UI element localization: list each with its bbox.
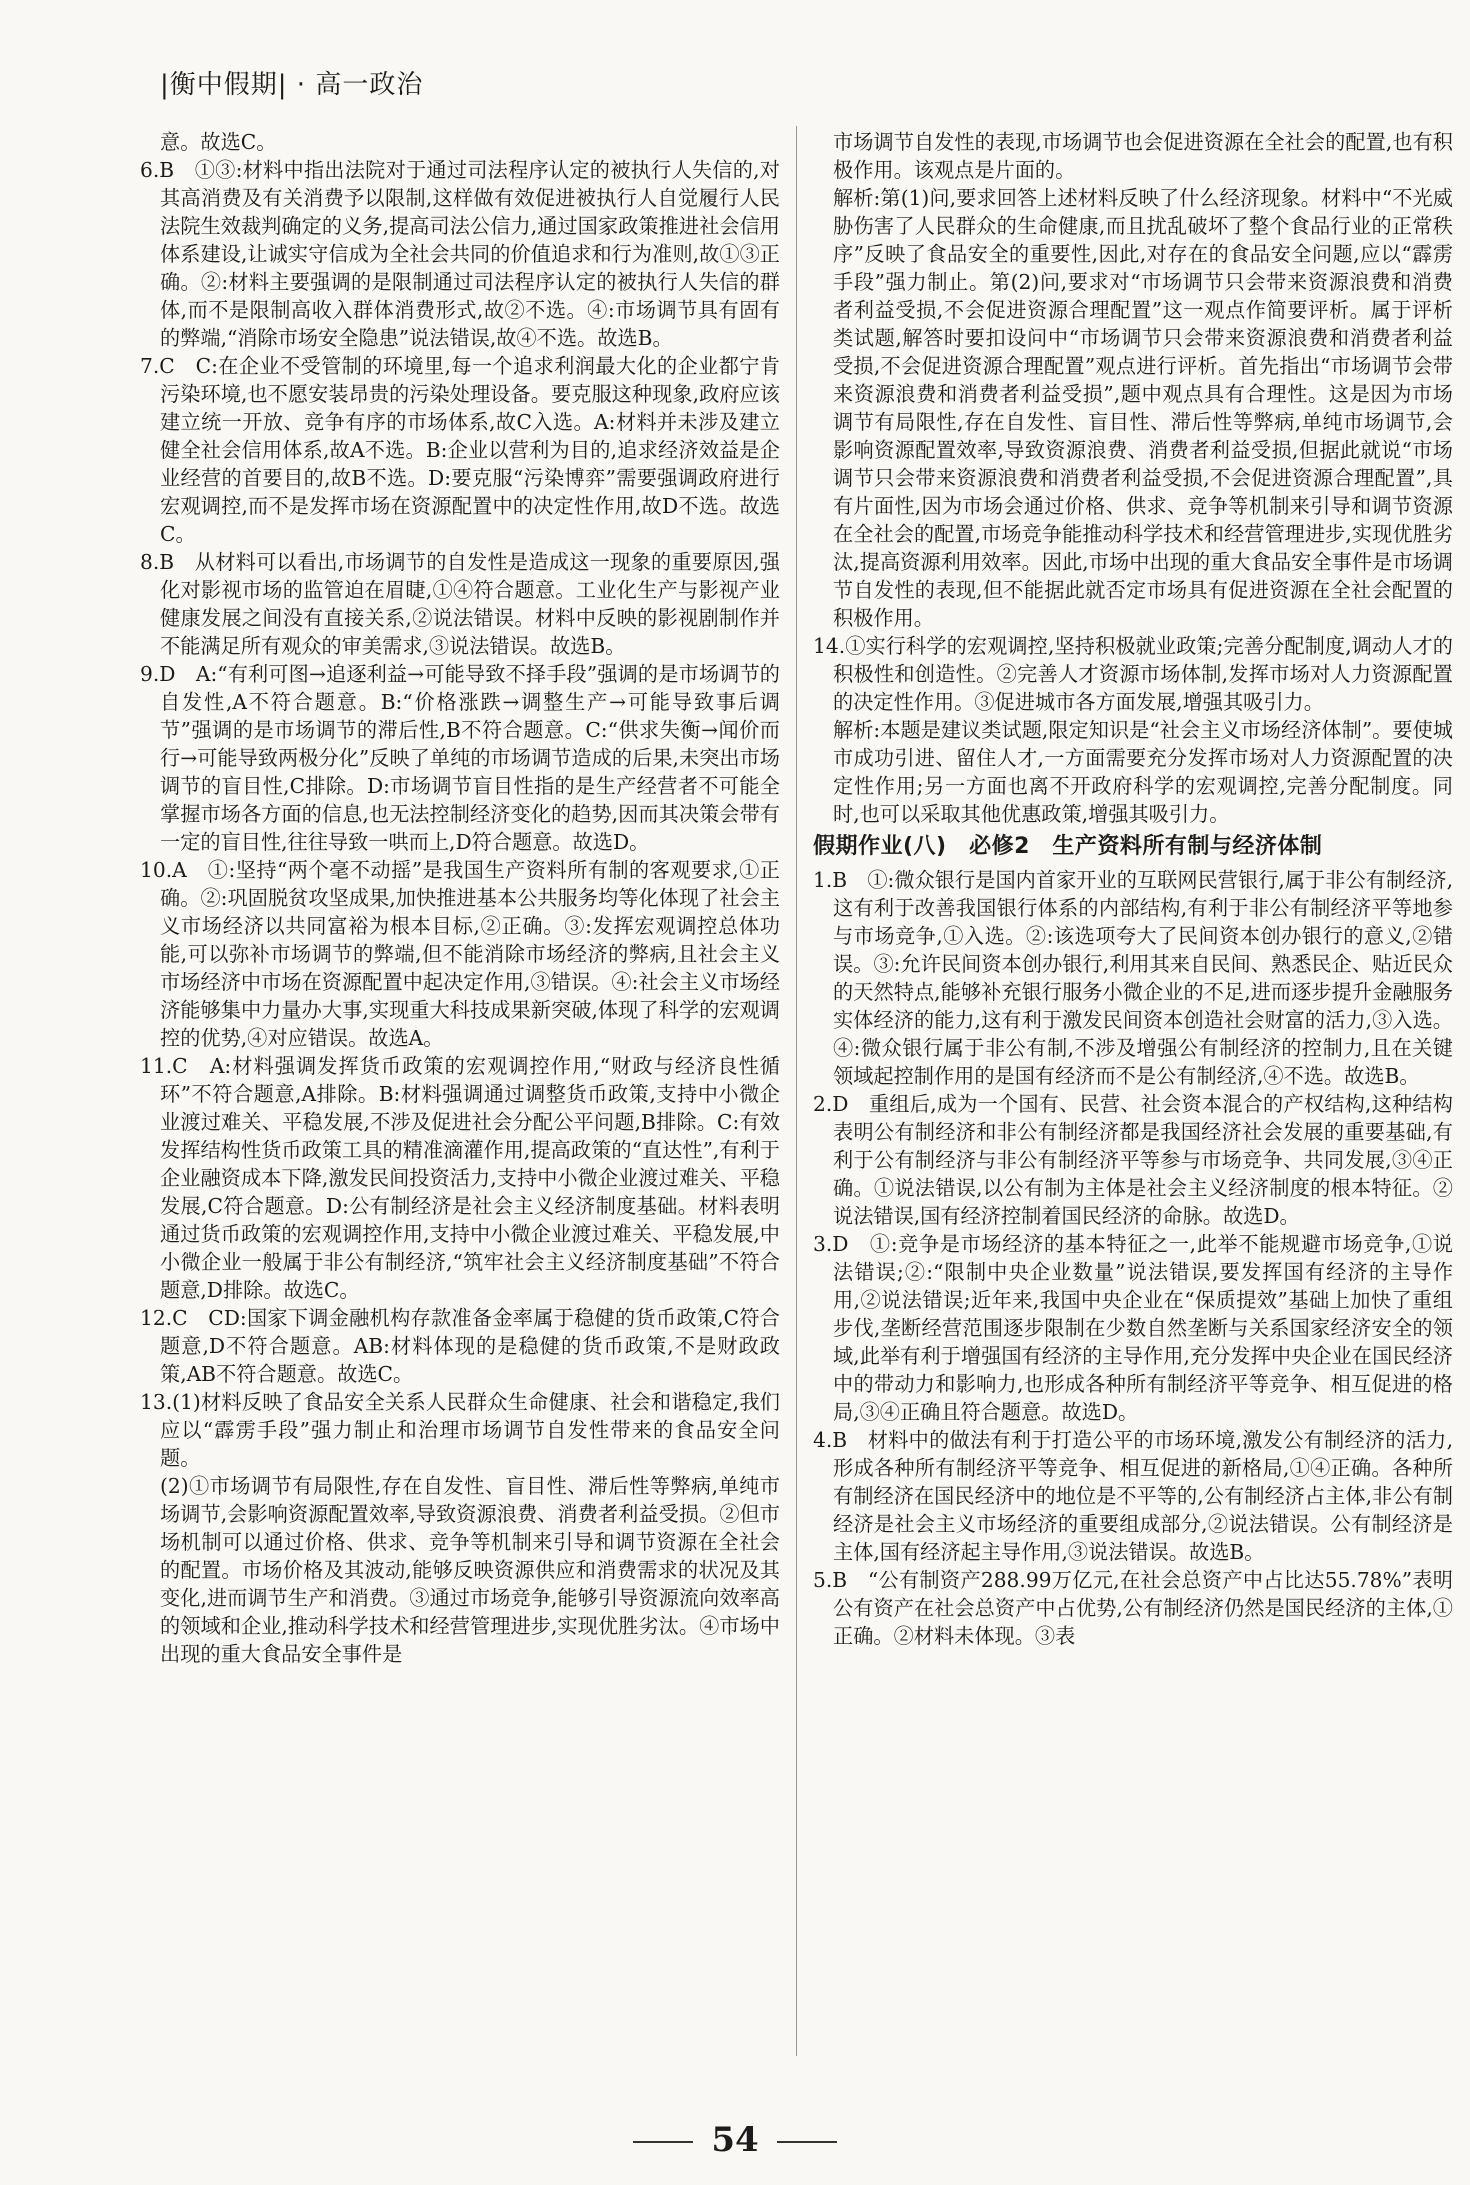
answer-item: 9.D A:“有利可图→追逐利益→可能导致不择手段”强调的是市场调节的自发性,A不符合题意。B:“价格涨跌→调整生产→可能导致事后调节”强调的是市场调节的滞后性,B不符合题意。C:“供求失衡→闻价而行→可能导致两极分化”反映了单纯的市场调节造成的后果,未突出市场调节的盲目性,C排除。D:市场调节盲目性指的是生产经营者不可能全掌握市场各方面的信息,也无法控制经济变化的趋势,因而其决策会带有一定的盲目性,往往导致一哄而上,D符合题意。故选D。 bbox=[140, 662, 780, 854]
answer-item: 5.B “公有制资产288.99万亿元,在社会总资产中占比达55.78%”表明公有资产在社会总资产中占优势,公有制经济仍然是国民经济的主体,①正确。②材料未体现。③表 bbox=[813, 1568, 1453, 1648]
page-header: |衡中假期| · 高一政治 bbox=[160, 70, 424, 100]
answer-item: 2.D 重组后,成为一个国有、民营、社会资本混合的产权结构,这种结构表明公有制经济和非公有制经济都是我国经济社会发展的重要基础,有利于公有制经济与非公有制经济平等参与市场竞争、共同发展,③④正确。①说法错误,以公有制为主体是社会主义经济制度的根本特征。②说法错误,国有经济控制着国民经济的命脉。故选D。 bbox=[813, 1092, 1453, 1228]
answer-item: 市场调节自发性的表现,市场调节也会促进资源在全社会的配置,也有积极作用。该观点是片面的。 bbox=[833, 130, 1453, 182]
footer-dash-left bbox=[633, 2141, 693, 2143]
page-footer bbox=[0, 2120, 1470, 2160]
answer-item: 4.B 材料中的做法有利于打造公平的市场环境,激发公有制经济的活力,形成各种所有制经济平等竞争、相互促进的新格局,①④正确。各种所有制经济在国民经济中的地位是不平等的,公有制经济占主体,非公有制经济是社会主义市场经济的重要组成部分,②说法错误。公有制经济是主体,国有经济起主导作用,③说法错误。故选B。 bbox=[813, 1428, 1453, 1564]
page-number: 54 bbox=[711, 2120, 759, 2160]
answer-item: 6.B ①③:材料中指出法院对于通过司法程序认定的被执行人失信的,对其高消费及有关消费予以限制,这样做有效促进被执行人自觉履行人民法院生效裁判确定的义务,提高司法公信力,通过国家政策推进社会信用体系建设,让诚实守信成为全社会共同的价值追求和行为准则,故①③正确。②:材料主要强调的是限制通过司法程序认定的被执行人失信的群体,而不是限制高收入群体消费形式,故②不选。④:市场调节具有固有的弊端,“消除市场安全隐患”说法错误,故④不选。故选B。 bbox=[140, 158, 780, 350]
section-heading: 假期作业(八) 必修2 生产资料所有制与经济体制 bbox=[813, 834, 1323, 859]
answer-item: 解析:本题是建议类试题,限定知识是“社会主义市场经济体制”。要使城市成功引进、留住人才,一方面需要充分发挥市场对人力资源配置的决定性作用;另一方面也离不开政府科学的宏观调控,完善分配制度。同时,也可以采取其他优惠政策,增强其吸引力。 bbox=[833, 718, 1453, 826]
left-column bbox=[140, 128, 780, 1668]
answer-item: 13.(1)材料反映了食品安全关系人民群众生命健康、社会和谐稳定,我们应以“霹雳手段”强力制止和治理市场调节自发性带来的食品安全问题。 bbox=[140, 1390, 780, 1470]
column-divider bbox=[796, 126, 797, 2056]
header-subject: 高一政治 bbox=[315, 70, 424, 100]
answer-item: 8.B 从材料可以看出,市场调节的自发性是造成这一现象的重要原因,强化对影视市场的监管迫在眉睫,①④符合题意。工业化生产与影视产业健康发展之间没有直接关系,②说法错误。材料中反映的影视剧制作并不能满足所有观众的审美需求,③说法错误。故选B。 bbox=[140, 550, 780, 658]
answer-item: 意。故选C。 bbox=[160, 130, 277, 154]
answer-item: (2)①市场调节有局限性,存在自发性、盲目性、滞后性等弊病,单纯市场调节,会影响资源配置效率,导致资源浪费、消费者利益受损。②但市场机制可以通过价格、供求、竞争等机制来引导和调节资源在全社会的配置。市场价格及其波动,能够反映资源供应和消费需求的状况及其变化,进而调节生产和消费。③通过市场竞争,能够引导资源流向效率高的领域和企业,推动科学技术和经营管理进步,实现优胜劣汰。④市场中出现的重大食品安全事件是 bbox=[160, 1474, 780, 1666]
answer-item: 7.C C:在企业不受管制的环境里,每一个追求利润最大化的企业都宁肯污染环境,也不愿安装昂贵的污染处理设备。要克服这种现象,政府应该建立统一开放、竞争有序的市场体系,故C入选。A:材料并未涉及建立健全社会信用体系,故A不选。B:企业以营利为目的,追求经济效益是企业经营的首要目的,故B不选。D:要克服“污染博弈”需要强调政府进行宏观调控,而不是发挥市场在资源配置中的决定性作用,故D不选。故选C。 bbox=[140, 354, 780, 546]
answer-item: 10.A ①:坚持“两个毫不动摇”是我国生产资料所有制的客观要求,①正确。②:巩固脱贫攻坚成果,加快推进基本公共服务均等化体现了社会主义市场经济以共同富裕为根本目标,②正确。③:发挥宏观调控总体功能,可以弥补市场调节的弊端,但不能消除市场经济的弊病,且社会主义市场经济中市场在资源配置中起决定作用,③错误。④:社会主义市场经济能够集中力量办大事,实现重大科技成果新突破,体现了科学的宏观调控的优势,④对应错误。故选A。 bbox=[140, 858, 780, 1050]
right-column bbox=[813, 128, 1453, 1650]
header-divider-right: | bbox=[277, 70, 288, 100]
answer-item: 解析:第(1)问,要求回答上述材料反映了什么经济现象。材料中“不光威胁伤害了人民群众的生命健康,而且扰乱破坏了整个食品行业的正常秩序”反映了食品安全的重要性,因此,对存在的食品安全问题,应以“霹雳手段”强力制止。第(2)问,要求对“市场调节只会带来资源浪费和消费者利益受损,不会促进资源合理配置”这一观点作简要评析。属于评析类试题,解答时要扣设问中“市场调节只会带来资源浪费和消费者利益受损,不会促进资源合理配置”观点进行评析。首先指出“市场调节会带来资源浪费和消费者利益受损”,题中观点具有合理性。这是因为市场调节有局限性,存在自发性、盲目性、滞后性等弊病,单纯市场调节,会影响资源配置效率,导致资源浪费、消费者利益受损,但据此就说“市场调节只会带来资源浪费和消费者利益受损,不会促进资源合理配置”,具有片面性,因为市场会通过价格、供求、竞争等机制来引导和调节资源在全社会的配置,市场竞争能推动科学技术和经营管理进步,实现优胜劣汰,提高资源利用效率。因此,市场中出现的重大食品安全事件是市场调节自发性的表现,但不能据此就否定市场具有促进资源在全社会配置的积极作用。 bbox=[833, 186, 1453, 630]
header-series: 衡中假期 bbox=[169, 70, 278, 100]
answer-item: 3.D ①:竞争是市场经济的基本特征之一,此举不能规避市场竞争,①说法错误;②:“限制中央企业数量”说法错误,要发挥国有经济的主导作用,②说法错误;近年来,我国中央企业在“保质提效”基础上加快了重组步伐,垄断经营范围逐步限制在少数自然垄断与关系国家经济安全的领域,此举有利于增强国有经济的主导作用,充分发挥中央企业在国民经济中的带动力和影响力,也形成各种所有制经济平等竞争、相互促进的格局,③④正确且符合题意。故选D。 bbox=[813, 1232, 1453, 1424]
answer-item: 14.①实行科学的宏观调控,坚持积极就业政策;完善分配制度,调动人才的积极性和创造性。②完善人才资源市场体制,发挥市场对人力资源配置的决定性作用。③促进城市各方面发展,增强其吸引力。 bbox=[813, 634, 1453, 714]
answer-item: 12.C CD:国家下调金融机构存款准备金率属于稳健的货币政策,C符合题意,D不符合题意。AB:材料体现的是稳健的货币政策,不是财政政策,AB不符合题意。故选C。 bbox=[140, 1306, 780, 1386]
footer-dash-right bbox=[777, 2141, 837, 2143]
header-divider-left: | bbox=[160, 70, 170, 100]
answer-item: 11.C A:材料强调发挥货币政策的宏观调控作用,“财政与经济良性循环”不符合题意,A排除。B:材料强调通过调整货币政策,支持中小微企业渡过难关、平稳发展,不涉及促进社会分配公平问题,B排除。C:有效发挥结构性货币政策工具的精准滴灌作用,提高政策的“直达性”,有利于企业融资成本下降,激发民间投资活力,支持中小微企业渡过难关、平稳发展,C符合题意。D:公有制经济是社会主义经济制度基础。材料表明通过货币政策的宏观调控作用,支持中小微企业渡过难关、平稳发展,中小微企业一般属于非公有制经济,“筑牢社会主义经济制度基础”不符合题意,D排除。故选C。 bbox=[140, 1054, 780, 1302]
answer-item: 1.B ①:微众银行是国内首家开业的互联网民营银行,属于非公有制经济,这有利于改善我国银行体系的内部结构,有利于非公有制经济平等地参与市场竞争,①入选。②:该选项夸大了民间资本创办银行的意义,②错误。③:允许民间资本创办银行,利用其来自民间、熟悉民企、贴近民众的天然特点,能够补充银行服务小微企业的不足,进而逐步提升金融服务实体经济的能力,这有利于激发民间资本创造社会财富的活力,③入选。④:微众银行属于非公有制,不涉及增强公有制经济的控制力,且在关键领域起控制作用的是国有经济而不是公有制经济,④不选。故选B。 bbox=[813, 868, 1453, 1088]
